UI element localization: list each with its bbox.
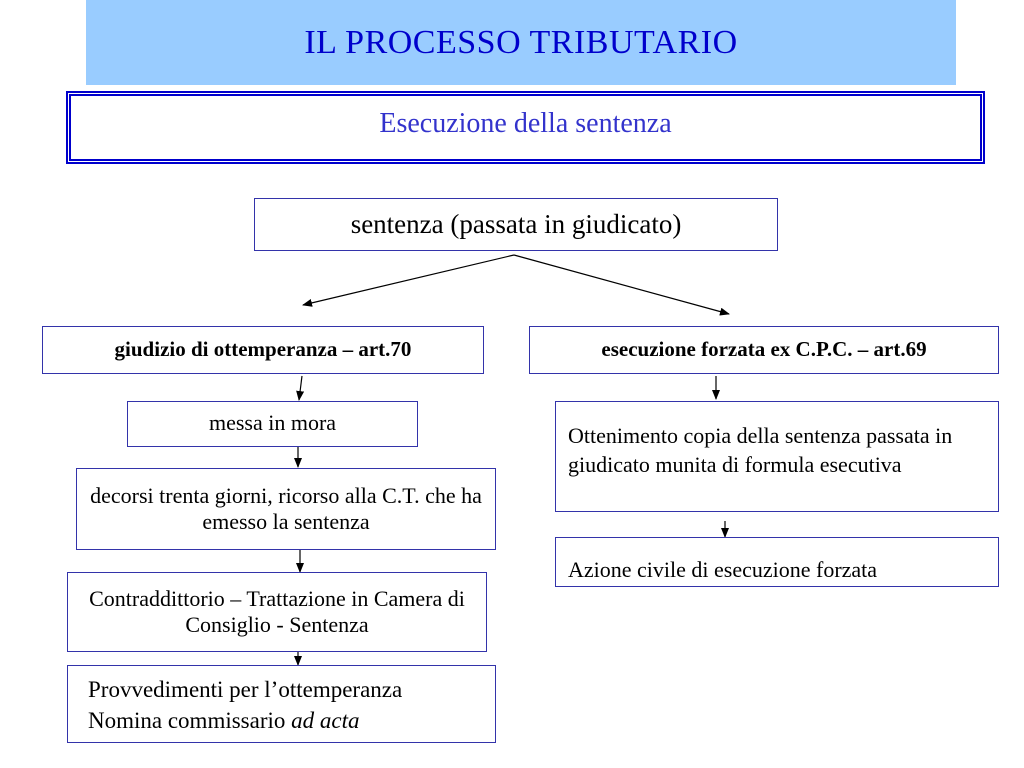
right-step-1: Ottenimento copia della sentenza passata in giudicato munita di formula esecutiva [568, 423, 953, 477]
subtitle: Esecuzione della sentenza [379, 108, 672, 139]
header-bar [86, 0, 956, 85]
left-step-1-box [127, 401, 418, 447]
right-step-2: Azione civile di esecuzione forzata [568, 557, 878, 582]
page-title: IL PROCESSO TRIBUTARIO [304, 23, 738, 61]
left-final-box [67, 665, 496, 743]
left-step-3-box [67, 572, 487, 652]
left-final-line-2-italic: ad acta [291, 707, 360, 733]
arrow-root-right [514, 255, 729, 314]
left-final-line-1: Provvedimenti per l’ottemperanza [88, 677, 403, 702]
right-step-1-box [555, 401, 999, 512]
right-branch-heading: esecuzione forzata ex C.P.C. – art.69 [601, 337, 927, 362]
right-step-2-box [555, 537, 999, 587]
left-step-3: Contraddittorio – Trattazione in Camera di Consiglio - Sentenza [89, 585, 465, 637]
left-final-line-2 [88, 706, 495, 737]
left-branch-heading-box [42, 326, 484, 374]
left-branch-heading: giudizio di ottemperanza – art.70 [114, 337, 412, 362]
left-step-1: messa in mora [208, 410, 337, 435]
arrow-left-1 [299, 376, 302, 400]
left-step-2-box [76, 468, 496, 550]
subtitle-box [66, 91, 985, 164]
left-step-2: decorsi trenta giorni, ricorso alla C.T. che ha emesso la sentenza [90, 482, 482, 534]
left-final-line-2-prefix: Nomina commissario [88, 707, 292, 733]
root-text: sentenza (passata in giudicato) [350, 209, 682, 240]
root-box [254, 198, 778, 251]
arrow-root-left [303, 255, 514, 305]
right-branch-heading-box [529, 326, 999, 374]
